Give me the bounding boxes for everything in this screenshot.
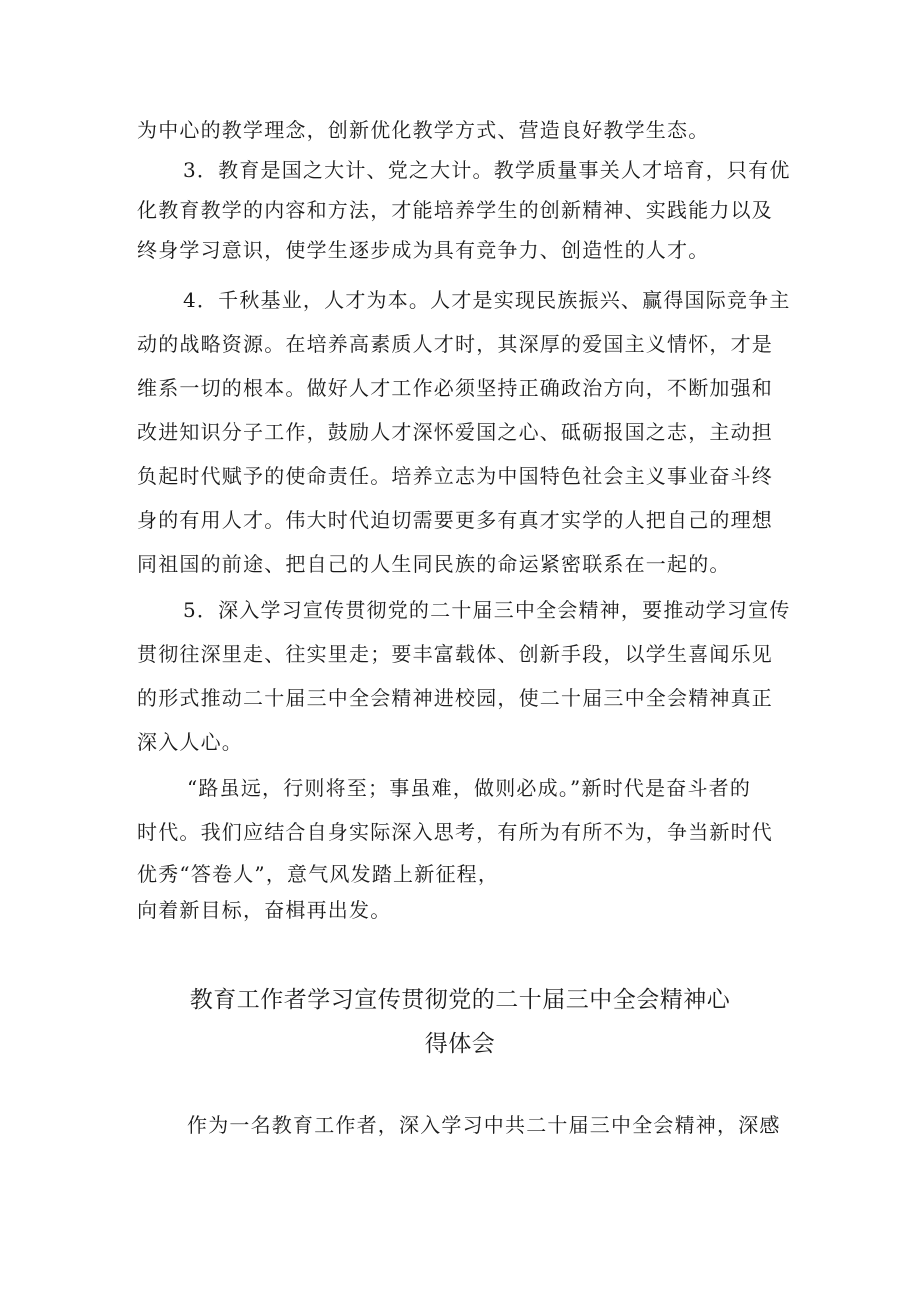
text-line: 同祖国的前途、把自己的人生同民族的命运紧密联系在一起的。: [137, 552, 731, 576]
text-line: 贯彻往深里走、往实里走；要丰富载体、创新手段，以学生喜闻乐见: [137, 642, 773, 666]
title-line-1: 教育工作者学习宣传贯彻党的二十届三中全会精神心: [189, 987, 731, 1013]
text-line: 动的战略资源。在培养高素质人才时，其深厚的爱国主义情怀，才是: [137, 332, 773, 356]
quote-paragraph-line: “路虽远，行则将至；事虽难，做则必成。”新时代是奋斗者的: [187, 776, 752, 800]
paragraph-4-line: 4．千秋基业，人才为本。人才是实现民族振兴、赢得国际竞争主: [183, 288, 791, 312]
text-line: 维系一切的根本。做好人才工作必须坚持正确政治方向，不断加强和: [137, 376, 773, 400]
text-line: 优秀“答卷人”，意气风发踏上新征程，: [137, 862, 500, 886]
text-line: 身的有用人才。伟大时代迫切需要更多有真才实学的人把自己的理想: [137, 508, 773, 532]
text-line: 深入人心。: [137, 730, 243, 754]
title-line-2: 得体会: [424, 1031, 496, 1057]
body-text-section-1: [137, 110, 797, 930]
text-line: 时代。我们应结合自身实际深入思考，有所为有所不为，争当新时代: [137, 820, 773, 844]
text-line: 向着新目标，奋楫再出发。: [137, 898, 392, 922]
text-line: 为中心的教学理念，创新优化教学方式、营造良好教学生态。: [137, 118, 710, 142]
body-text-section-2: [137, 1105, 797, 1145]
paragraph-3-line: 3．教育是国之大计、党之大计。教学质量事关人才培育，只有优: [183, 158, 791, 182]
document-title: [120, 978, 800, 1066]
intro-paragraph-line: 作为一名教育工作者，深入学习中共二十届三中全会精神，深感: [187, 1113, 781, 1137]
text-line: 化教育教学的内容和方法，才能培养学生的创新精神、实践能力以及: [137, 198, 773, 222]
paragraph-5-line: 5．深入学习宣传贯彻党的二十届三中全会精神，要推动学习宣传: [183, 598, 791, 622]
text-line: 终身学习意识，使学生逐步成为具有竞争力、创造性的人才。: [137, 238, 710, 262]
text-line: 的形式推动二十届三中全会精神进校园，使二十届三中全会精神真正: [137, 686, 773, 710]
text-line: 改进知识分子工作，鼓励人才深怀爱国之心、砥砺报国之志，主动担: [137, 420, 773, 444]
text-line: 负起时代赋予的使命责任。培养立志为中国特色社会主义事业奋斗终: [137, 464, 773, 488]
